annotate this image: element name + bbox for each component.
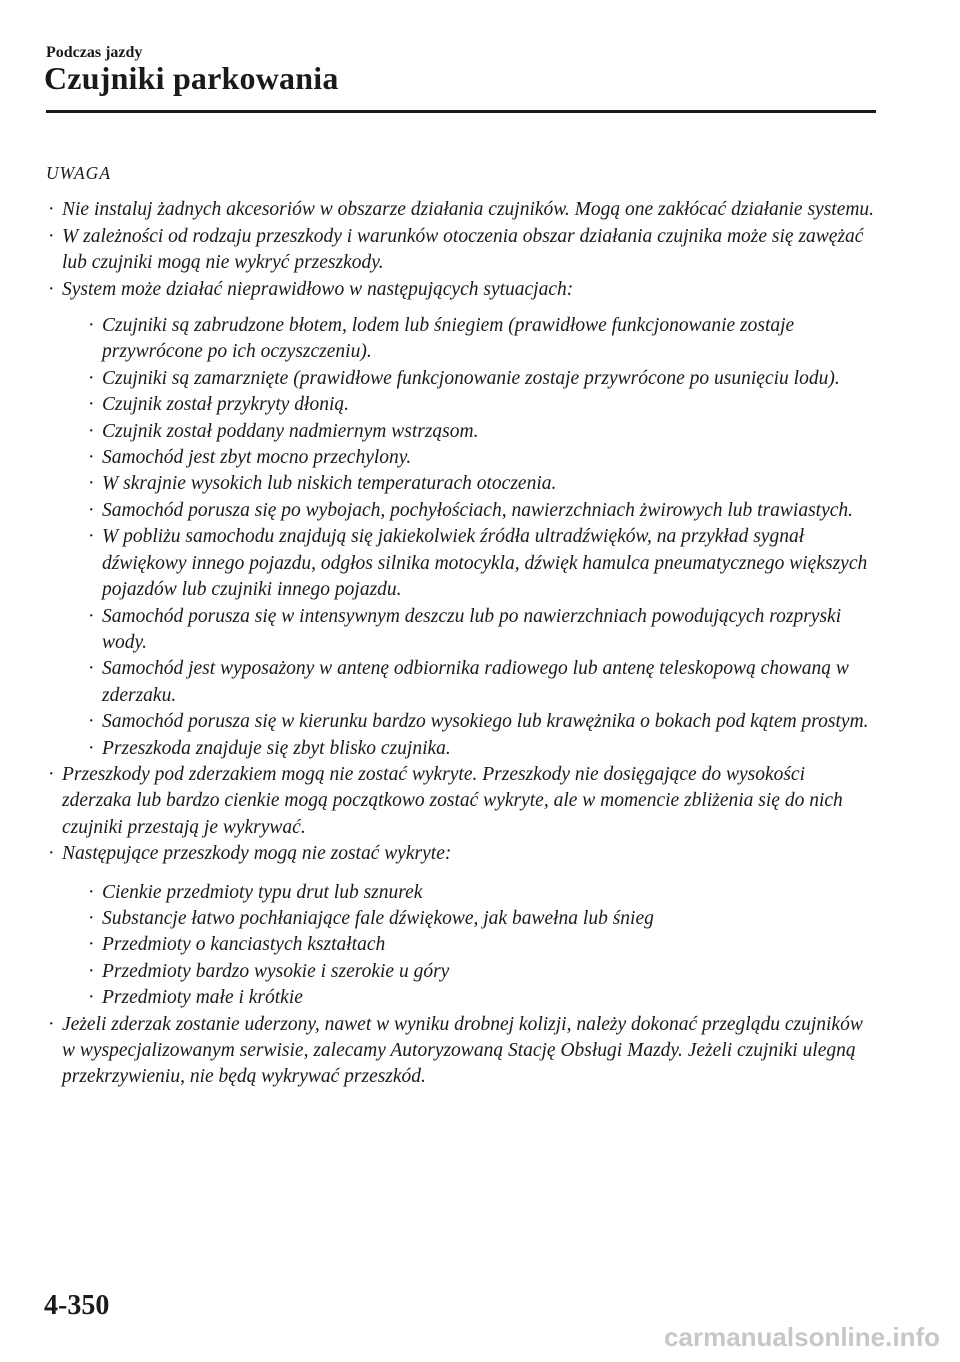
section-label: Podczas jazdy xyxy=(46,44,143,61)
watermark: carmanualsonline.info xyxy=(664,1322,940,1352)
sub-list-item: · Czujniki są zabrudzone błotem, lodem lub śniegiem (prawidłowe funkcjonowanie zostaje przywrócone po ich oczyszczeniu). xyxy=(86,313,876,366)
notice-heading: UWAGA xyxy=(46,163,112,183)
sub-list-item: · Samochód porusza się w kierunku bardzo wysokiego lub krawężnika o bokach pod kątem prostym. xyxy=(86,709,876,735)
list-item: · Przeszkody pod zderzakiem mogą nie zostać wykryte. Przeszkody nie dosięgające do wysokości zderzaka lub bardzo cienkie mogą początkowo zostać wykryte, ale w momencie zbliżenia się do nich czujniki przestają je wykrywać. xyxy=(46,762,876,841)
list-item xyxy=(46,277,876,762)
list-item: · Nie instaluj żadnych akcesoriów w obszarze działania czujników. Mogą one zakłócać działanie systemu. xyxy=(46,197,876,223)
list-item xyxy=(46,841,876,1011)
sub-list-item: · W skrajnie wysokich lub niskich temperaturach otoczenia. xyxy=(86,471,876,497)
title-divider xyxy=(46,110,876,113)
sub-list-item: · Samochód jest zbyt mocno przechylony. xyxy=(86,445,876,471)
page-title: Czujniki parkowania xyxy=(44,60,339,96)
malfunction-situations-list xyxy=(86,313,876,762)
sub-list-item: · Przeszkoda znajduje się zbyt blisko czujnika. xyxy=(86,736,876,762)
sub-list-item: · Czujnik został przykryty dłonią. xyxy=(86,392,876,418)
sub-list-item: · Czujnik został poddany nadmiernym wstrząsom. xyxy=(86,419,876,445)
sub-list-item: · Samochód jest wyposażony w antenę odbiornika radiowego lub antenę teleskopową chowaną w zderzaku. xyxy=(86,656,876,709)
sub-list-item: · Cienkie przedmioty typu drut lub sznurek xyxy=(86,880,876,906)
sub-list-item: · Czujniki są zamarznięte (prawidłowe funkcjonowanie zostaje przywrócone po usunięciu lodu). xyxy=(86,366,876,392)
notice-block xyxy=(46,160,876,1091)
list-item: · W zależności od rodzaju przeszkody i warunków otoczenia obszar działania czujnika może się zawężać lub czujniki mogą nie wykryć przeszkody. xyxy=(46,224,876,277)
page-number: 4-350 xyxy=(44,1290,110,1321)
notice-list xyxy=(46,197,876,1090)
sub-list-item: · Przedmioty o kanciastych kształtach xyxy=(86,932,876,958)
list-item-text: Następujące przeszkody mogą nie zostać wykryte: xyxy=(62,843,452,865)
sub-list-item: · Przedmioty bardzo wysokie i szerokie u góry xyxy=(86,959,876,985)
sub-list-item: · Samochód porusza się po wybojach, pochyłościach, nawierzchniach żwirowych lub trawiastych. xyxy=(86,498,876,524)
sub-list-item: · Przedmioty małe i krótkie xyxy=(86,985,876,1011)
list-item: · Jeżeli zderzak zostanie uderzony, nawet w wyniku drobnej kolizji, należy dokonać przeglądu czujników w wyspecjalizowanym serwisie, zalecamy Autoryzowaną Stację Obsługi Mazdy. Jeżeli czujniki ulegną przekrzywieniu, nie będą wykrywać przeszkód. xyxy=(46,1012,876,1091)
undetected-obstacles-list xyxy=(86,880,876,1012)
sub-list-item: · Samochód porusza się w intensywnym deszczu lub po nawierzchniach powodujących rozpryski wody. xyxy=(86,604,876,657)
list-item-text: System może działać nieprawidłowo w następujących sytuacjach: xyxy=(62,278,574,300)
sub-list-item: · W pobliżu samochodu znajdują się jakiekolwiek źródła ultradźwięków, na przykład sygnał dźwiękowy innego pojazdu, odgłos silnika motocykla, dźwięk hamulca pneumatycznego większych pojazdów lub czujniki innego pojazdu. xyxy=(86,524,876,603)
sub-list-item: · Substancje łatwo pochłaniające fale dźwiękowe, jak bawełna lub śnieg xyxy=(86,906,876,932)
